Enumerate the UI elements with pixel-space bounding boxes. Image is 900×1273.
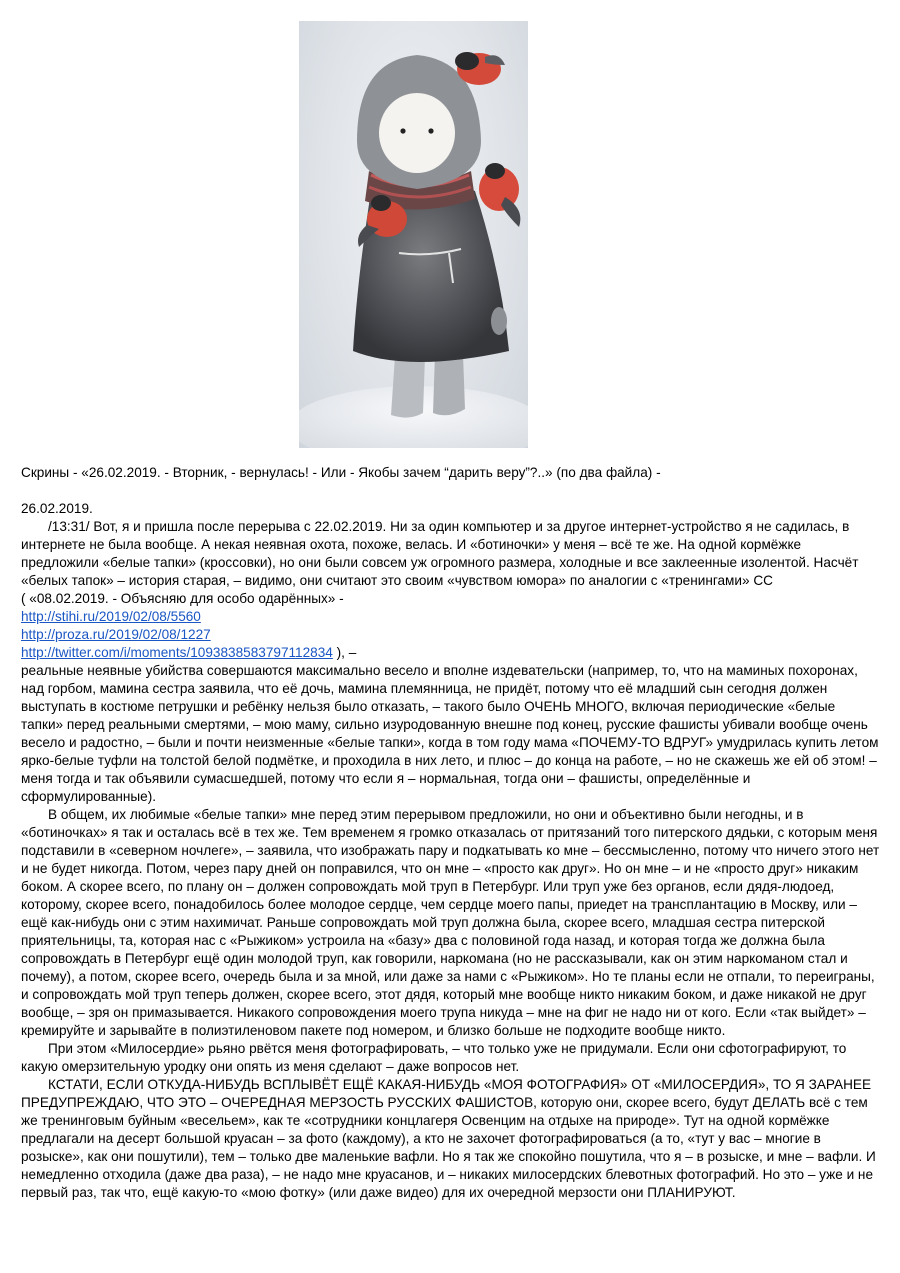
felt-doll-photo: [299, 21, 528, 448]
paragraph: /13:31/ Вот, я и пришла после перерыва с 22.02.2019. Ни за один компьютер и за другое интернет-устройство я не садилась, в интернете не была вообще. А некая неявная охота, похоже, велась. И «ботиночки» у меня – всё те же. На одной кормёжке предложили «белые тапки» (кроссовки), но они были совсем уж огромного размера, холодные и все заклеенные изолентой. Насчёт «белых тапок» – история старая, – видимо, они считают это своим «чувством юмора» по аналогии с «тренингами» СС: [21, 519, 859, 588]
date-heading: 26.02.2019.: [21, 501, 93, 516]
link-twitter[interactable]: http://twitter.com/i/moments/1093838583797112834: [21, 645, 333, 660]
reference-line: ( «08.02.2019. - Объясняю для особо одарённых» -: [21, 591, 344, 606]
link-proza[interactable]: http://proza.ru/2019/02/08/1227: [21, 627, 211, 642]
document-body: [21, 464, 881, 1202]
felt-doll-with-bullfinches-icon: [299, 21, 528, 448]
paragraph: В общем, их любимые «белые тапки» мне перед этим перерывом предложили, но они и объективно были негодны, и в «ботиночках» я так и осталась всё в тех же. Тем временем я громко отказалась от притязаний того питерского дядьки, с которым меня подставили в «северном ночлеге», – заявила, что изображать пару и подкатывать ко мне – бессмысленно, потому что ничего этого нет и не будет никогда. Потом, через пару дней он поправился, что он мне – «просто как друг». Но он мне – и не «просто друг» никаким боком. А скорее всего, по плану он – должен сопровождать мой труп в Петербург. Или труп уже без органов, если дядя-людоед, которому, скорее всего, понадобилось более молодое сердце, чем сердце моего папы, приедет на трансплантацию в Москву, или – ещё как-нибудь они с этим нахимичат. Раньше сопровождать мой труп должна была, скорее всего, младшая сестра питерской приятельницы, та, которая нас с «Рыжиком» устроила на «базу» два с половиной года назад, и которая тогда же должна была сопровождать в Петербург ещё один молодой труп, как говорили, наркомана (но не рассказывали, как он этим наркоманом стал и почему), а потом, скорее всего, очередь была и за мной, или даже за нами с «Рыжиком». Но те планы если не отпали, то переиграны, и сопровождать мой труп теперь должен, скорее всего, этот дядя, который мне вообще никто никаким боком, и даже никакой не друг вообще, – зря он примазывается. Никакого сопровождения моего трупа никуда – мне на фиг не надо ни от кого. Если «так выйдет» – кремируйте и зарывайте в полиэтиленовом пакете под номером, и близко больше не подходите вообще никто.: [21, 807, 880, 1038]
paragraph: При этом «Милосердие» рьяно рвётся меня фотографировать, – что только уже не придумали. Если они сфотографируют, то какую омерзительную уродку они опять из меня сделают – даже вопросов нет.: [21, 1041, 847, 1074]
link-tail: ), –: [332, 645, 357, 660]
paragraph: КСТАТИ, ЕСЛИ ОТКУДА-НИБУДЬ ВСПЛЫВЁТ ЕЩЁ КАКАЯ-НИБУДЬ «МОЯ ФОТОГРАФИЯ» ОТ «МИЛОСЕРДИЯ», ТО Я ЗАРАНЕЕ ПРЕДУПРЕЖДАЮ, ЧТО ЭТО – ОЧЕРЕДНАЯ МЕРЗОСТЬ РУССКИХ ФАШИСТОВ, которую они, скорее всего, будут ДЕЛАТЬ всё с тем же тренинговым буйным «весельем», как те «сотрудники концлагеря Освенцим на отдыхе на природе». Тут на одной кормёжке предлагали на десерт большой круасан – за фото (каждому), а кто не захочет фотографироваться (а то, «тут у вас – многие в розыске», как они пошутили), тем – только две маленькие вафли. Но я так же спокойно пошутила, что я – в розыске, и мне – вафли. И немедленно отходила (даже два раза), – не надо мне круасанов, и – никаких милосердских блевотных фотографий. Но это – уже и не первый раз, так что, ещё какую-то «мою фотку» (или даже видео) для их очередной мерзости они ПЛАНИРУЮТ.: [21, 1077, 876, 1200]
link-stihi[interactable]: http://stihi.ru/2019/02/08/5560: [21, 609, 201, 624]
paragraph: реальные неявные убийства совершаются максимально весело и вполне издевательски (например, то, что на маминых похоронах, над горбом, мамина сестра заявила, что её дочь, мамина племянница, не придёт, потому что её младший сын сегодня должен выступать в костюме петрушки и ребёнку нельзя было отказать, – такого было ОЧЕНЬ МНОГО, включая периодические «белые тапки» перед реальными смертями, – мою маму, сильно изуродованную внешне под конец, русские фашисты убивали вообще очень весело и радостно, – были и почти неизменные «белые тапки», когда в том году мама «ПОЧЕМУ-ТО ВДРУГ» умудрилась купить летом ярко-белые туфли на толстой белой подмётке, и проходила в них лето, и плюс – до конца на работе, – но не скажешь же ей об этом! – меня тогда и так объявили сумасшедшей, потому что если я – нормальная, тогда они – фашисты, определённые и сформулированные).: [21, 663, 879, 804]
caption: Скрины - «26.02.2019. - Вторник, - вернулась! - Или - Якобы зачем “дарить веру”?..» (по два файла) -: [21, 465, 661, 480]
